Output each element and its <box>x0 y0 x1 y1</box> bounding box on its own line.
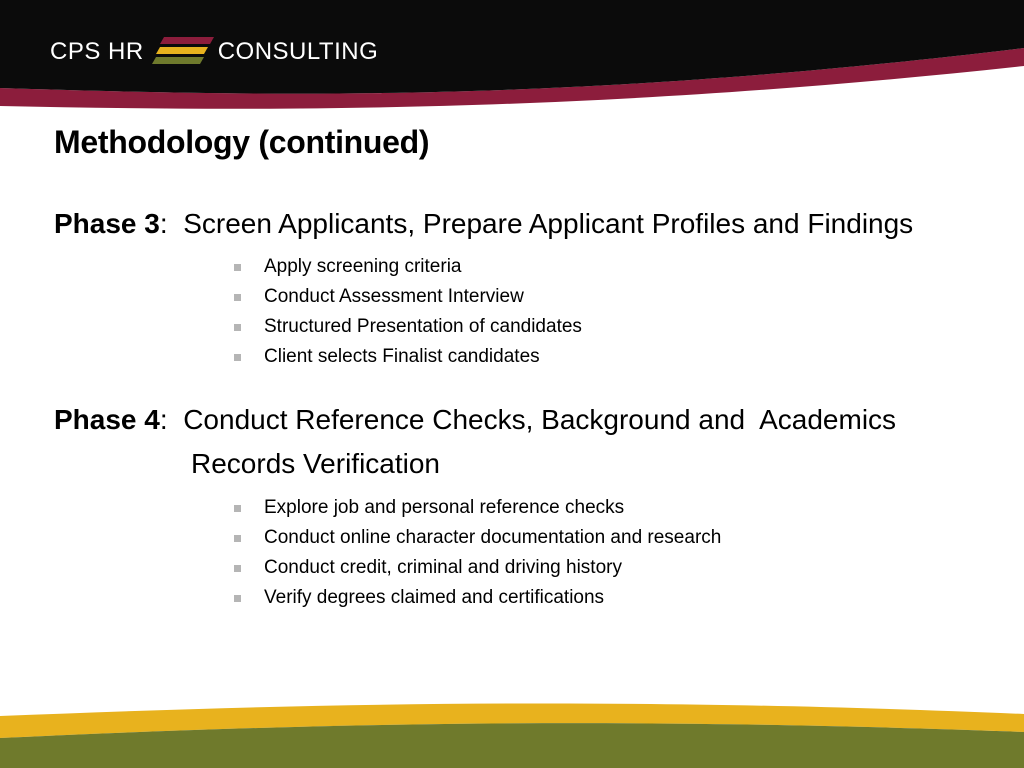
square-bullet-icon <box>234 354 241 361</box>
footer-band <box>0 698 1024 768</box>
list-item <box>234 312 582 342</box>
phase-3-title: Screen Applicants, Prepare Applicant Profiles and Findings <box>183 208 914 239</box>
square-bullet-icon <box>234 565 241 572</box>
list-item-text: Conduct Assessment Interview <box>264 286 524 307</box>
square-bullet-icon <box>234 505 241 512</box>
list-item <box>234 342 582 372</box>
list-item-text: Structured Presentation of candidates <box>264 316 582 337</box>
phase-4-title-continued: Records Verification <box>191 448 441 479</box>
slide-title: Methodology (continued) <box>54 124 430 160</box>
list-item <box>234 282 582 312</box>
list-item <box>234 523 721 553</box>
list-item <box>234 252 582 282</box>
logo-text-left: CPS HR <box>50 38 144 65</box>
square-bullet-icon <box>234 294 241 301</box>
list-item <box>234 493 721 523</box>
phase-4-heading <box>54 398 896 486</box>
logo <box>50 34 378 70</box>
phase-3-label: Phase 3 <box>54 208 160 239</box>
logo-stripes-icon <box>152 35 214 69</box>
phase-4-label: Phase 4 <box>54 404 160 435</box>
list-item-text: Client selects Finalist candidates <box>264 346 540 367</box>
list-item <box>234 553 721 583</box>
list-item <box>234 583 721 613</box>
phase-3-bullet-list <box>234 252 582 372</box>
phase-4-separator: : <box>159 404 168 435</box>
square-bullet-icon <box>234 535 241 542</box>
phase-3-separator: : <box>159 208 168 239</box>
list-item-text: Conduct credit, criminal and driving history <box>264 557 622 578</box>
square-bullet-icon <box>234 324 241 331</box>
square-bullet-icon <box>234 264 241 271</box>
phase-3-heading <box>54 202 913 246</box>
list-item-text: Apply screening criteria <box>264 256 462 277</box>
square-bullet-icon <box>234 595 241 602</box>
logo-text-right: CONSULTING <box>217 38 379 65</box>
phase-4-bullet-list <box>234 493 721 613</box>
list-item-text: Verify degrees claimed and certifications <box>264 587 605 608</box>
list-item-text: Conduct online character documentation and research <box>264 527 722 548</box>
list-item-text: Explore job and personal reference checks <box>264 497 625 518</box>
phase-4-title: Conduct Reference Checks, Background and Academics <box>183 404 897 435</box>
